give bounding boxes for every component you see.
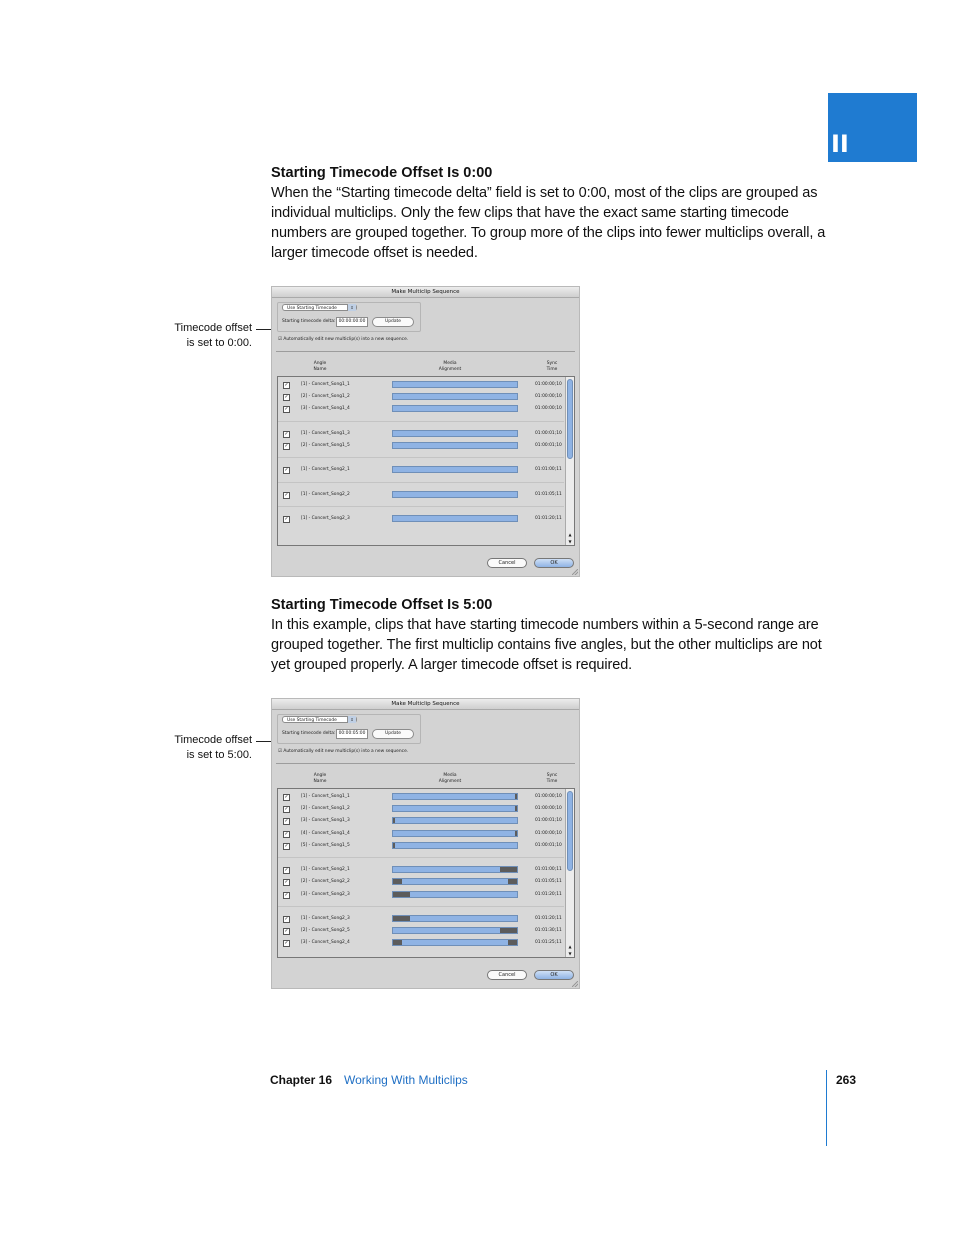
header-line: Media [443,773,457,778]
section-heading: Starting Timecode Offset Is 0:00 [271,165,493,181]
resize-grip-icon[interactable] [572,981,578,987]
popup-value: Use Starting Timecode [287,718,337,723]
angle-name: [1] - Concert_Song2_2 [301,491,350,497]
media-alignment-bar [392,842,518,849]
media-alignment-bar [392,381,518,388]
clip-row[interactable] [278,440,564,452]
sync-time: 01:00:01;10 [535,443,562,448]
part-tab [828,93,917,162]
media-alignment-header[interactable] [432,361,468,373]
offset-lead [393,879,402,884]
include-checkbox[interactable]: ✓ [284,891,289,898]
media-alignment-bar [392,515,518,522]
sync-method-popup[interactable] [282,716,357,723]
group-separator [278,906,564,907]
header-line: Sync [546,361,558,366]
header-line: Angle [313,773,327,778]
callout-offset-5 [112,733,252,763]
timecode-delta-field[interactable]: 00:00:05:00 [336,729,368,739]
sync-time: 01:00:00;10 [535,406,562,412]
callout-line2: is set to 5:00. [186,749,252,761]
include-checkbox[interactable]: ✓ [284,928,289,935]
sync-time: 01:01:20;11 [535,516,562,522]
media-alignment-bar [392,405,518,412]
divider [276,351,575,352]
cancel-button[interactable]: Cancel [487,558,527,568]
clip-row[interactable] [278,489,564,501]
section-body: When the “Starting timecode delta” field is set to 0:00, most of the clips are grouped as individual multiclips. Only the few clips that have the exact same starting timecode numbers are grouped together. To group more of the clips into fewer multiclips overall, a larger timecode offset is needed. [271,185,826,261]
scrollbar[interactable] [565,377,574,545]
include-checkbox[interactable]: ✓ [284,916,289,922]
clip-list[interactable] [277,788,575,958]
clip-row[interactable] [278,828,564,840]
media-alignment-header[interactable] [432,773,468,785]
angle-name-header[interactable] [302,773,338,785]
media-alignment-bar [392,830,518,837]
angle-name: [2] - Concert_Song2_5 [301,928,350,934]
header-line: Alignment [438,779,462,784]
sync-time-header[interactable] [534,773,570,785]
group-separator [278,506,564,507]
update-button[interactable]: Update [372,729,414,739]
dialog-title: Make Multiclip Sequence [272,287,579,298]
section-body: In this example, clips that have starting timecode numbers within a 5-second range are grouped together. The first multiclip contains five angles, but the other multiclips are not yet grouped properly. A larger timecode offset is required. [271,617,822,673]
offset-trail [500,867,517,872]
arrow-down-icon[interactable]: ▼ [568,539,572,544]
multiclip-dialog-1 [271,698,580,989]
group-separator [278,457,564,458]
clip-row[interactable] [278,937,564,949]
header-line: Name [313,779,327,784]
media-alignment-bar [392,430,518,437]
scroll-thumb[interactable] [567,379,573,459]
angle-name: [1] - Concert_Song1_1 [301,794,350,799]
group-separator [278,857,564,858]
include-checkbox[interactable]: ✓ [284,467,289,474]
callout-line1: Timecode offset [174,322,252,334]
sync-time: 01:01:05;11 [535,491,562,497]
sync-time: 01:01:25;11 [535,940,562,946]
angle-name: [3] - Concert_Song1_4 [301,406,350,412]
check-icon: ☑ [278,337,284,342]
sync-time: 01:00:01;10 [535,430,562,436]
media-alignment-bar [392,793,518,800]
angle-name: [1] - Concert_Song2_1 [301,867,350,873]
clip-row[interactable] [278,815,564,827]
page-number: 263 [836,1073,857,1087]
include-checkbox[interactable]: ✓ [284,879,289,886]
include-checkbox[interactable]: ✓ [284,940,289,947]
arrow-down-icon[interactable]: ▼ [568,951,572,956]
update-button[interactable]: Update [372,317,414,327]
offset-lead [393,818,395,823]
include-checkbox[interactable]: ✓ [284,516,289,523]
clip-list[interactable] [277,376,575,546]
header-line: Angle [313,361,327,366]
include-checkbox[interactable]: ✓ [284,491,289,498]
media-alignment-bar [392,442,518,449]
clip-row[interactable] [278,864,564,876]
include-checkbox[interactable]: ✓ [284,867,289,874]
include-checkbox[interactable]: ✓ [284,394,289,401]
include-checkbox[interactable]: ✓ [284,443,289,449]
angle-name: [5] - Concert_Song1_5 [301,842,350,848]
popup-value: Use Starting Timecode [287,306,337,311]
media-alignment-bar [392,491,518,498]
cancel-button[interactable]: Cancel [487,970,527,980]
clip-row[interactable] [278,925,564,937]
offset-trail [508,940,517,945]
include-checkbox[interactable]: ✓ [284,794,289,800]
clip-row[interactable] [278,403,564,415]
angle-name: [1] - Concert_Song2_3 [301,916,350,921]
arrow-up-icon[interactable]: ▲ [568,944,572,949]
angle-name: [4] - Concert_Song1_4 [301,830,350,836]
header-line: Sync [546,773,558,778]
section-heading: Starting Timecode Offset Is 5:00 [271,597,493,613]
scroll-thumb[interactable] [567,791,573,871]
auto-edit-checkbox[interactable] [278,749,408,754]
offset-lead [393,916,410,921]
clip-row[interactable] [278,464,564,476]
media-alignment-bar [392,805,518,812]
media-alignment-bar [392,393,518,400]
check-icon: ☑ [278,749,284,754]
media-alignment-bar [392,891,518,898]
divider [276,763,575,764]
header-line: Name [313,367,327,372]
sync-time: 01:01:00;11 [535,867,562,873]
angle-name: [1] - Concert_Song1_1 [301,382,350,387]
group-separator [278,482,564,483]
angle-name: [2] - Concert_Song1_2 [301,394,350,400]
timecode-delta-field[interactable]: 00:00:00:00 [336,317,368,327]
group-separator [278,421,564,422]
sync-time: 01:00:01;10 [535,818,562,824]
offset-trail [500,928,517,933]
sync-method-popup[interactable] [282,304,357,311]
clip-row[interactable] [278,889,564,901]
include-checkbox[interactable]: ✓ [284,382,289,388]
include-checkbox[interactable]: ✓ [284,818,289,825]
angle-name-header[interactable] [302,361,338,373]
header-line: Time [546,367,558,372]
auto-edit-label: Automatically edit new multiclip(s) into a new sequence. [283,337,409,342]
media-alignment-bar [392,915,518,922]
offset-trail [508,879,517,884]
ok-button[interactable]: OK [534,970,574,980]
clip-row[interactable] [278,876,564,888]
include-checkbox[interactable]: ✓ [284,806,289,813]
include-checkbox[interactable]: ✓ [284,430,289,437]
angle-name: [1] - Concert_Song2_3 [301,516,350,522]
sync-time: 01:00:01;10 [535,842,562,848]
ok-button[interactable]: OK [534,558,574,568]
resize-grip-icon[interactable] [572,569,578,575]
section-offset-5 [271,595,831,675]
offset-trail [515,831,517,836]
timecode-delta-label: Starting timecode delta: [282,731,336,736]
clip-row[interactable] [278,803,564,815]
offset-lead [393,843,395,848]
sync-time: 01:01:05;11 [535,879,562,885]
sync-time: 01:01:30;11 [535,928,562,934]
media-alignment-bar [392,878,518,885]
sync-time: 01:01:20;11 [535,916,562,921]
clip-row[interactable] [278,913,564,925]
sync-time: 01:01:20;11 [535,891,562,897]
sync-time: 01:00:00;10 [535,382,562,387]
angle-name: [1] - Concert_Song2_1 [301,467,350,473]
callout-line1: Timecode offset [174,734,252,746]
clip-row[interactable] [278,513,564,525]
angle-name: [1] - Concert_Song1_3 [301,430,350,436]
dialog-title: Make Multiclip Sequence [272,699,579,710]
chevron-updown-icon: ⇕ [347,716,356,723]
arrow-up-icon[interactable]: ▲ [568,532,572,537]
auto-edit-checkbox[interactable] [278,337,408,342]
sync-time: 01:00:00;10 [535,806,562,812]
header-line: Time [546,779,558,784]
timecode-delta-label: Starting timecode delta: [282,319,336,324]
callout-line2: is set to 0:00. [186,337,252,349]
media-alignment-bar [392,927,518,934]
include-checkbox[interactable]: ✓ [284,830,289,837]
sync-time-header[interactable] [534,361,570,373]
callout-offset-0 [112,321,252,351]
sync-time: 01:00:00;10 [535,794,562,799]
clip-row[interactable] [278,428,564,440]
offset-trail [515,794,517,799]
media-alignment-bar [392,466,518,473]
angle-name: [2] - Concert_Song1_5 [301,443,350,448]
multiclip-dialog-0 [271,286,580,577]
clip-row[interactable] [278,379,564,391]
header-line: Alignment [438,367,462,372]
angle-name: [2] - Concert_Song2_2 [301,879,350,885]
offset-trail [515,806,517,811]
clip-row[interactable] [278,840,564,852]
angle-name: [3] - Concert_Song2_4 [301,940,350,946]
auto-edit-label: Automatically edit new multiclip(s) into a new sequence. [283,749,409,754]
clip-row[interactable] [278,791,564,803]
sync-time: 01:01:00;11 [535,467,562,473]
media-alignment-bar [392,817,518,824]
offset-lead [393,940,402,945]
sync-time: 01:00:00;10 [535,830,562,836]
part-marker: II [831,130,849,158]
include-checkbox[interactable]: ✓ [284,406,289,413]
footer-chapter-title[interactable]: Working With Multiclips [344,1073,468,1087]
footer-rule [826,1070,827,1146]
angle-name: [2] - Concert_Song1_2 [301,806,350,812]
header-line: Media [443,361,457,366]
include-checkbox[interactable]: ✓ [284,842,289,849]
media-alignment-bar [392,939,518,946]
chevron-updown-icon: ⇕ [347,304,356,311]
scrollbar[interactable] [565,789,574,957]
clip-row[interactable] [278,391,564,403]
media-alignment-bar [392,866,518,873]
angle-name: [3] - Concert_Song2_3 [301,891,350,897]
footer-chapter: Chapter 16 [270,1073,333,1087]
angle-name: [3] - Concert_Song1_3 [301,818,350,824]
offset-lead [393,892,410,897]
section-offset-0 [271,163,831,263]
sync-time: 01:00:00;10 [535,394,562,400]
